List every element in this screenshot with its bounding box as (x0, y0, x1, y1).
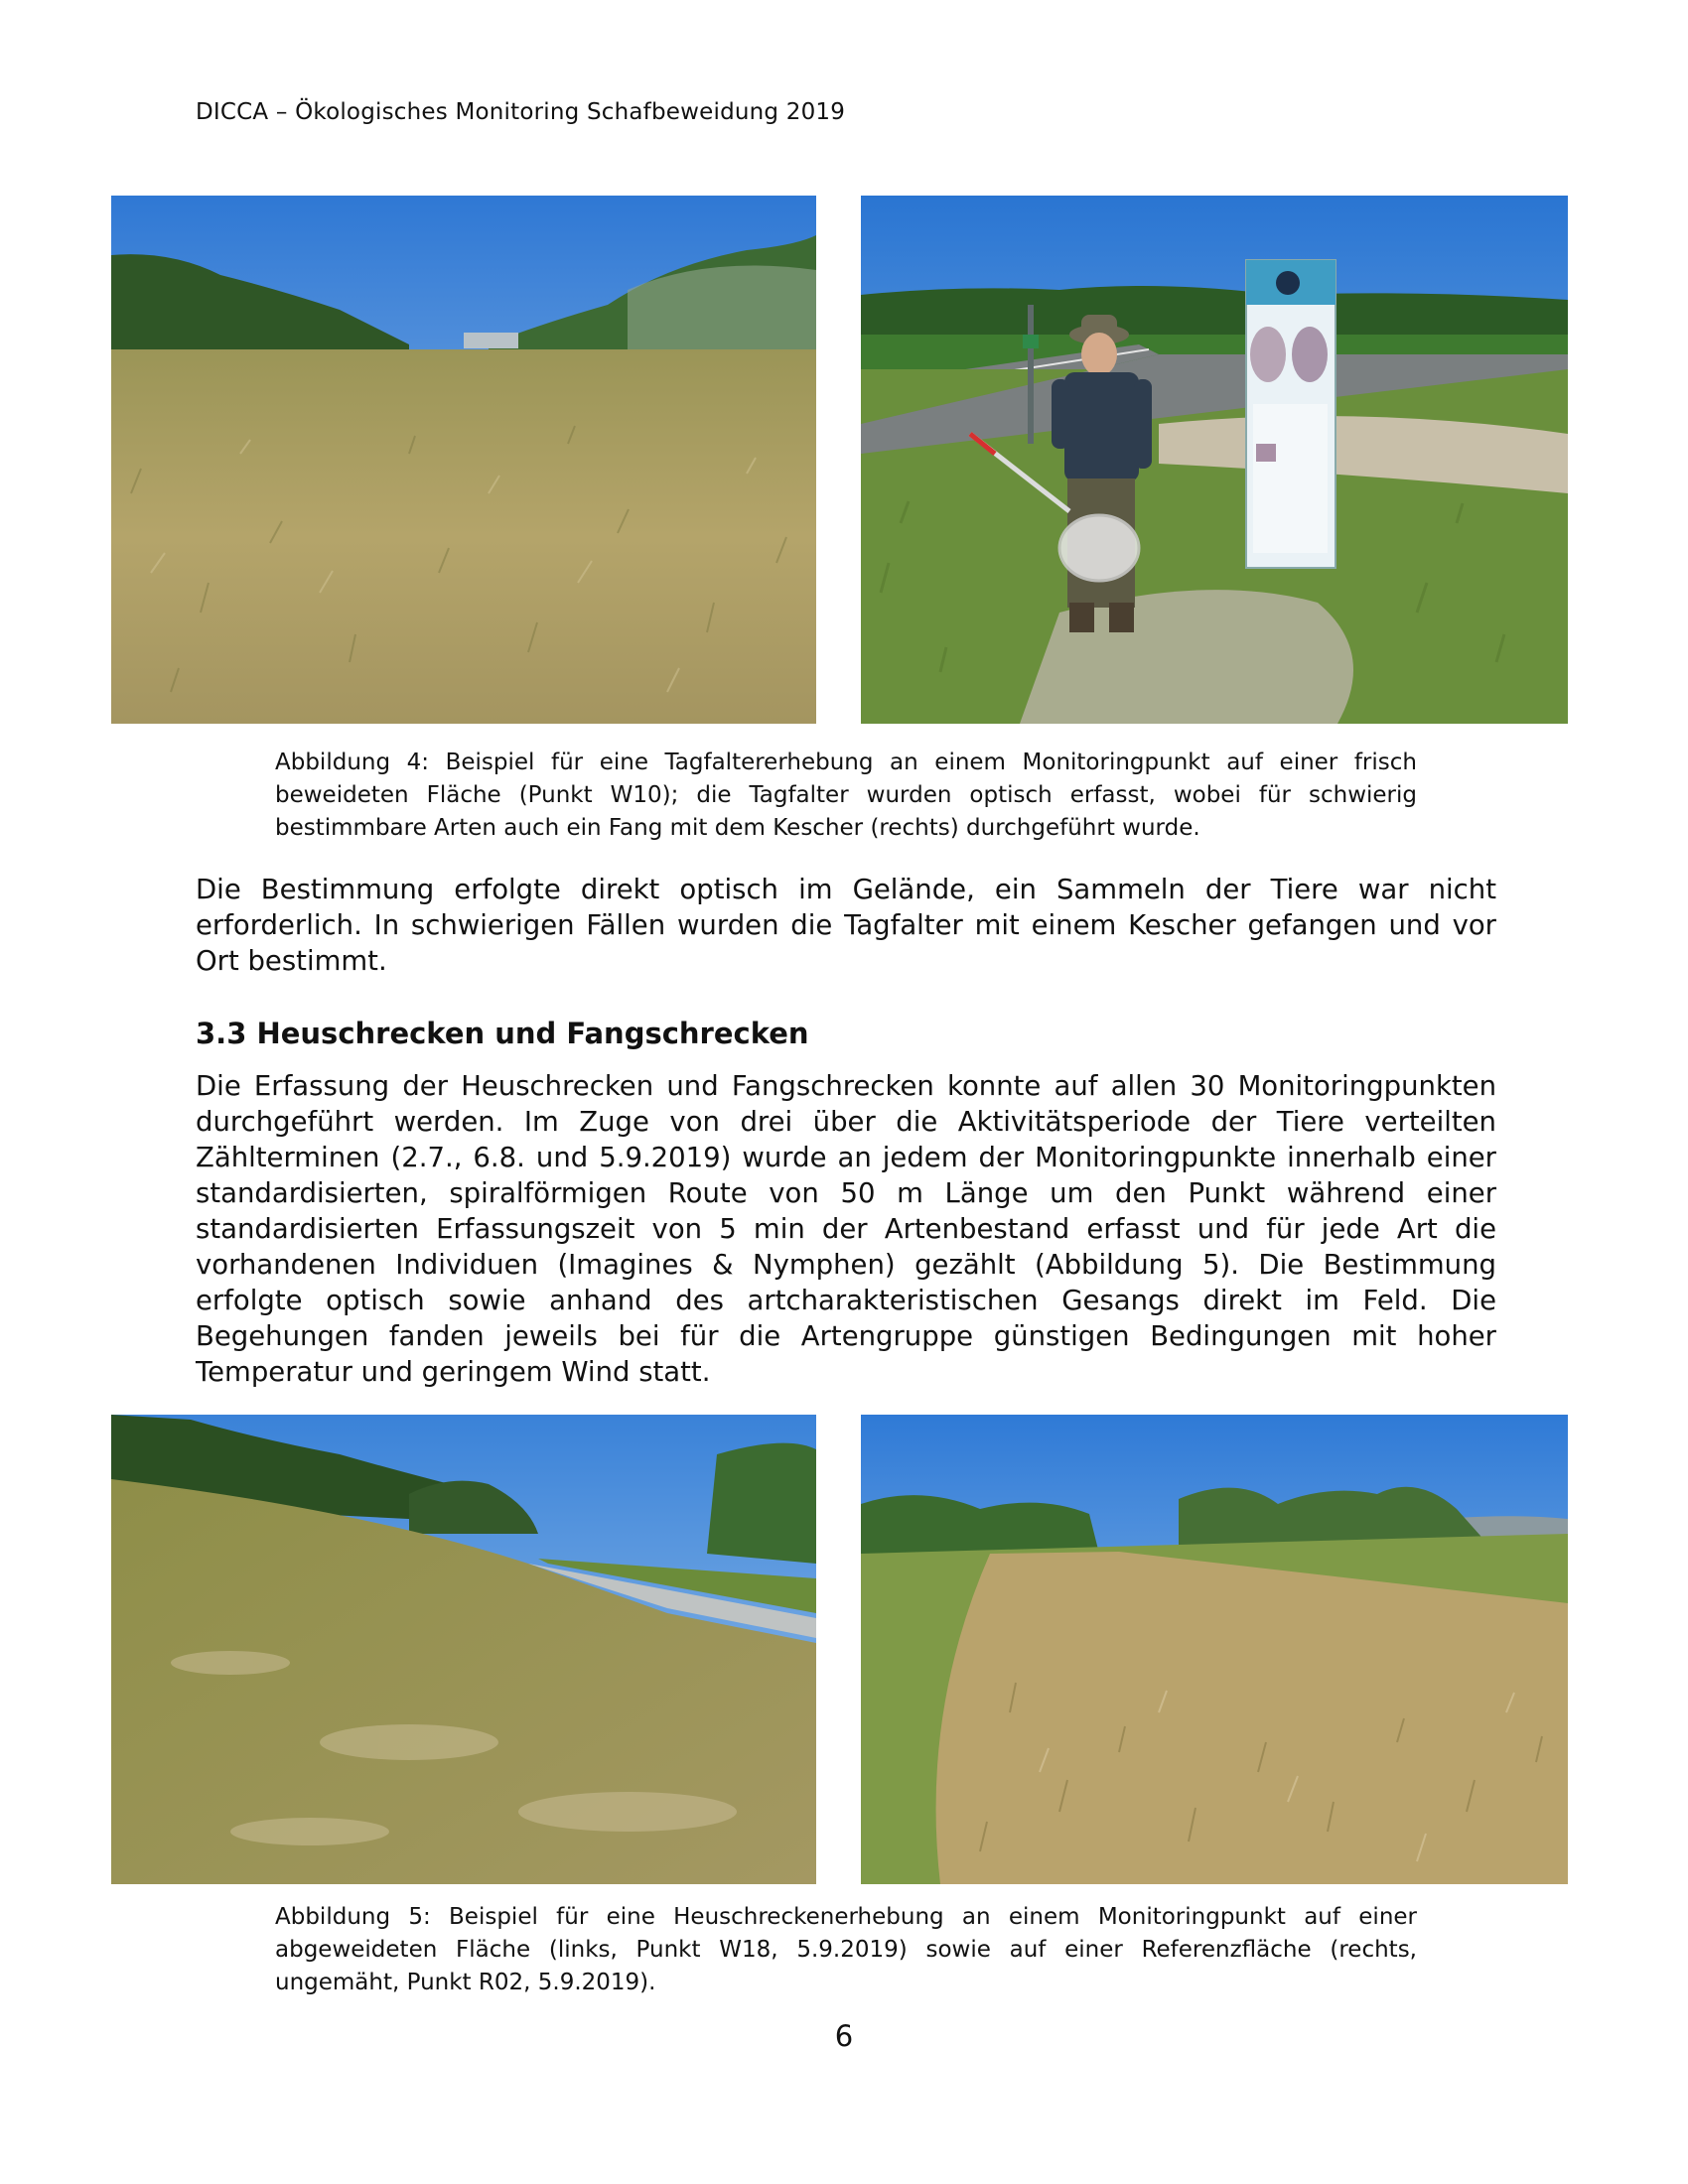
section-heading: 3.3 Heuschrecken und Fangschrecken (196, 1017, 809, 1050)
figure-5-caption: Abbildung 5: Beispiel für eine Heuschreckenerhebung an einem Monitoringpunkt auf einer abgeweideten Fläche (links, Punkt W18, 5.9.2019) sowie auf einer Referenzfläche (rechts, ungemäht, Punkt R02, 5.9.2019). (275, 1904, 1417, 1995)
paragraph-identification: Die Bestimmung erfolgte direkt optisch im Gelände, ein Sammeln der Tiere war nicht erforderlich. In schwierigen Fällen wurden die Tagfalter mit einem Kescher gefangen und vor Ort bestimmt. (196, 874, 1496, 977)
paragraph-grasshopper-survey: Die Erfassung der Heuschrecken und Fangschrecken konnte auf allen 30 Monitoringpunkten durchgeführt werden. Im Zuge von drei über die Aktivitätsperiode der Tiere verteilten Zählterminen (2.7., 6.8. und 5.9.2019) wurde an jedem der Monitoringpunkte innerhalb einer standardisierten, spiralförmigen Route von 50 m Länge um den Punkt während einer standardisierten Erfassungszeit von 5 min der Artenbestand erfasst und für jede Art die vorhandenen Individuen (Imagines & Nymphen) gezählt (Abbildung 5). Die Bestimmung erfolgte optisch sowie anhand des artcharakteristischen Gesangs direkt im Feld. Die Begehungen fanden jeweils bei für die Artengruppe günstigen Bedingungen mit hoher Temperatur und geringem Wind statt. (196, 1070, 1496, 1388)
figure-4-caption: Abbildung 4: Beispiel für eine Tagfaltererhebung an einem Monitoringpunkt auf einer frisch beweideten Fläche (Punkt W10); die Tagfalter wurden optisch erfasst, wobei für schwierig bestimmbare Arten auch ein Fang mit dem Kescher (rechts) durchgeführt wurde. (275, 750, 1417, 841)
photo-reference-meadow (861, 1415, 1568, 1884)
photo-butterfly-net-survey (861, 196, 1568, 724)
photo-grazed-meadow (111, 196, 816, 724)
page-number: 6 (834, 2019, 854, 2053)
page-header: DICCA – Ökologisches Monitoring Schafbeweidung 2019 (196, 99, 846, 125)
photo-grazed-slope (111, 1415, 816, 1884)
